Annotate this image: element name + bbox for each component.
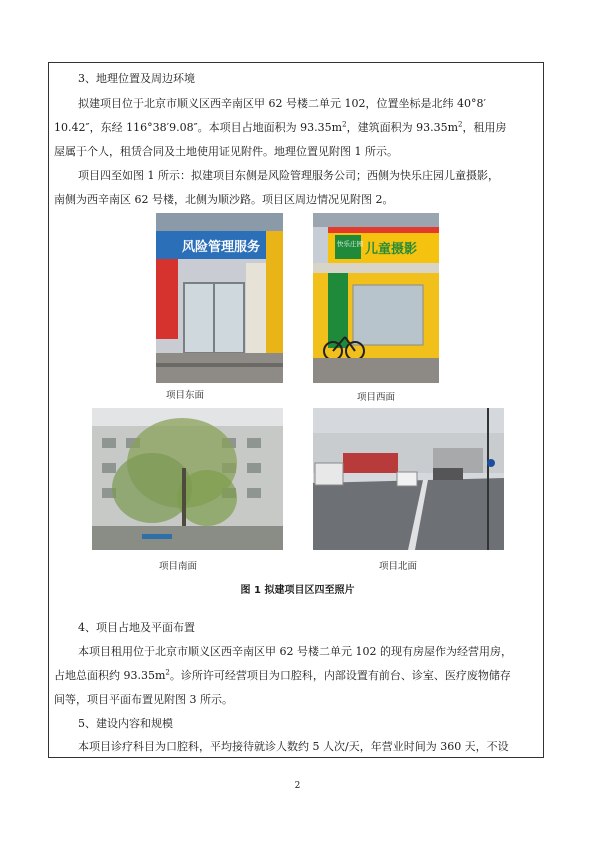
section3-heading: 3、地理位置及周边环境 (78, 72, 195, 85)
west-store-sign-big: 儿童摄影 (365, 242, 418, 257)
section3-p1-line3: 屋属于个人，租赁合同及土地使用证见附件。地理位置见附图 1 所示。 (54, 145, 398, 158)
section3-p2-line2: 南侧为西辛南区 62 号楼，北侧为顺沙路。项目区周边情况见附图 2。 (54, 193, 394, 206)
figure-title: 图 1 拟建项目区四至照片 (240, 585, 355, 596)
caption-east: 项目东面 (166, 390, 205, 401)
photo-west (313, 213, 439, 383)
section5-line1: 本项目诊疗科目为口腔科，平均接待就诊人数约 5 人次/天，年营业时间为 360 天，不设 (78, 740, 509, 753)
caption-west: 项目西面 (357, 392, 396, 403)
photo-north (313, 408, 504, 550)
section3-p1-line2: 10.42″，东经 116°38′9.08″。本项目占地面积为 $93.35m^2$，建筑面积为 $93.35m^2$，租用房 (54, 120, 507, 134)
west-store-sign-small: 快乐庄园 (337, 240, 363, 248)
caption-north: 项目北面 (379, 561, 418, 572)
photo-south (92, 408, 283, 550)
photo-east (156, 213, 283, 383)
section4-line2: 占地总面积约 $93.35m^2$。诊所许可经营项目为口腔科，内部设置有前台、诊室、医疗废物储存 (54, 668, 511, 682)
section5-heading: 5、建设内容和规模 (78, 717, 173, 730)
section4-heading: 4、项目占地及平面布置 (78, 621, 195, 634)
section4-line1: 本项目租用位于北京市顺义区西辛南区甲 62 号楼二单元 102 的现有房屋作为经营用房， (78, 645, 512, 658)
section4-line3: 间等，项目平面布置见附图 3 所示。 (54, 693, 233, 706)
section3-p1-line1: 拟建项目位于北京市顺义区西辛南区甲 62 号楼二单元 102，位置坐标是北纬 40°8′ (78, 97, 486, 110)
east-store-sign: 风险管理服务 (182, 240, 261, 255)
section3-p2-line1: 项目四至如图 1 所示：拟建项目东侧是风险管理服务公司；西侧为快乐庄园儿童摄影， (78, 169, 499, 182)
page-number: 2 (294, 781, 301, 791)
caption-south: 项目南面 (159, 561, 198, 572)
